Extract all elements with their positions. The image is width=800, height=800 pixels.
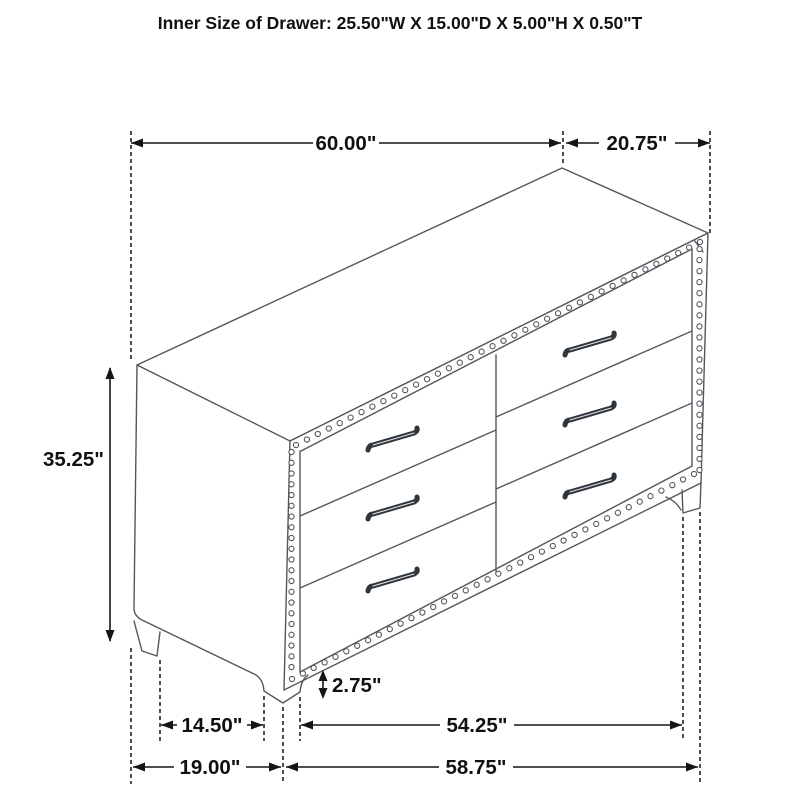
dimension-front-width-between-legs xyxy=(301,714,682,737)
nailhead-icon xyxy=(409,616,414,621)
nailhead-icon xyxy=(643,267,648,272)
nailhead-icon xyxy=(626,505,631,510)
nailhead-icon xyxy=(539,549,544,554)
nailhead-icon xyxy=(670,483,675,488)
nailhead-icon xyxy=(637,499,642,504)
nailhead-icon xyxy=(289,589,294,594)
nailhead-icon xyxy=(665,256,670,261)
nailhead-icon xyxy=(697,379,702,384)
nailhead-icon xyxy=(501,338,506,343)
nailhead-icon xyxy=(420,610,425,615)
nailhead-icon xyxy=(687,245,692,250)
nailhead-icon xyxy=(518,560,523,565)
nailhead-icon xyxy=(659,488,664,493)
dim-label-top-depth: 20.75" xyxy=(606,132,668,155)
nailhead-icon xyxy=(289,503,294,508)
dimension-overall-depth xyxy=(133,756,281,779)
nailhead-icon xyxy=(468,355,473,360)
nailhead-icon xyxy=(697,467,702,472)
dimension-top-depth xyxy=(566,132,710,155)
nailhead-icon xyxy=(577,300,582,305)
nailhead-icon xyxy=(556,311,561,316)
dim-label-top-width: 60.00" xyxy=(315,132,377,155)
dim-label-front-width-between-legs: 54.25" xyxy=(446,714,508,737)
nailhead-icon xyxy=(311,665,316,670)
nailhead-icon xyxy=(697,423,702,428)
nailhead-icon xyxy=(387,627,392,632)
nailhead-icon xyxy=(523,327,528,332)
nailhead-icon xyxy=(293,442,298,447)
nailhead-icon xyxy=(610,283,615,288)
nailhead-icon xyxy=(583,527,588,532)
nailhead-icon xyxy=(594,521,599,526)
nailhead-icon xyxy=(632,272,637,277)
nailhead-icon xyxy=(507,566,512,571)
dimension-height xyxy=(43,367,115,642)
nailhead-icon xyxy=(289,471,294,476)
nailhead-icon xyxy=(315,431,320,436)
nailhead-icon xyxy=(289,643,294,648)
nailhead-icon xyxy=(392,393,397,398)
nailhead-icon xyxy=(304,437,309,442)
dim-label-leg-height: 2.75" xyxy=(332,674,382,697)
nailhead-icon xyxy=(289,654,294,659)
nailhead-icon xyxy=(366,638,371,643)
nailhead-icon xyxy=(474,582,479,587)
nailhead-icon xyxy=(615,510,620,515)
nailhead-icon xyxy=(446,366,451,371)
nailhead-icon xyxy=(289,449,294,454)
nailhead-icon xyxy=(676,250,681,255)
nailhead-icon xyxy=(588,294,593,299)
nailhead-icon xyxy=(697,368,702,373)
nailhead-icon xyxy=(289,578,294,583)
nailhead-icon xyxy=(697,258,702,263)
nailhead-icon xyxy=(452,593,457,598)
nailhead-icon xyxy=(545,316,550,321)
nailhead-icon xyxy=(572,532,577,537)
nailhead-icon xyxy=(359,410,364,415)
nailhead-icon xyxy=(697,302,702,307)
nailhead-icon xyxy=(326,426,331,431)
nailhead-icon xyxy=(457,360,462,365)
nailhead-icon xyxy=(697,246,702,251)
nailhead-icon xyxy=(512,333,517,338)
nailhead-icon xyxy=(697,357,702,362)
nailhead-icon xyxy=(344,649,349,654)
nailhead-icon xyxy=(534,322,539,327)
nailhead-icon xyxy=(337,421,342,426)
dimension-leg-height xyxy=(319,670,382,699)
nailhead-icon xyxy=(697,313,702,318)
nailhead-icon xyxy=(289,600,294,605)
nailhead-icon xyxy=(697,269,702,274)
nailhead-icon xyxy=(697,324,702,329)
page-title: Inner Size of Drawer: 25.50"W X 15.00"D X 5.00"H X 0.50"T xyxy=(157,13,643,33)
dim-label-overall-depth: 19.00" xyxy=(179,756,241,779)
nailhead-icon xyxy=(463,588,468,593)
nailhead-icon xyxy=(485,577,490,582)
nailhead-icon xyxy=(431,604,436,609)
nailhead-icon xyxy=(697,291,702,296)
nailhead-icon xyxy=(289,482,294,487)
nailhead-icon xyxy=(605,516,610,521)
nailhead-icon xyxy=(289,611,294,616)
nailhead-icon xyxy=(654,261,659,266)
nailhead-icon xyxy=(289,557,294,562)
nailhead-icon xyxy=(599,289,604,294)
nailhead-icon xyxy=(370,404,375,409)
dim-label-leg-inset-depth: 14.50" xyxy=(181,714,243,737)
nailhead-icon xyxy=(697,280,702,285)
nailhead-icon xyxy=(403,388,408,393)
nailhead-icon xyxy=(414,382,419,387)
dim-label-front-width-overall: 58.75" xyxy=(445,756,507,779)
nailhead-icon xyxy=(681,477,686,482)
nailhead-icon xyxy=(697,346,702,351)
nailhead-icon xyxy=(300,671,305,676)
nailhead-icon xyxy=(561,538,566,543)
nailhead-icon xyxy=(348,415,353,420)
nailhead-icon xyxy=(289,514,294,519)
nailhead-icon xyxy=(289,535,294,540)
nailhead-icon xyxy=(289,621,294,626)
nailhead-icon xyxy=(621,278,626,283)
nailhead-icon xyxy=(333,654,338,659)
nailhead-icon xyxy=(398,621,403,626)
nailhead-icon xyxy=(442,599,447,604)
nailhead-icon xyxy=(289,632,294,637)
nailhead-icon xyxy=(496,571,501,576)
nailhead-icon xyxy=(424,377,429,382)
nailhead-icon xyxy=(490,344,495,349)
nailhead-icon xyxy=(697,434,702,439)
nailhead-icon xyxy=(697,239,702,244)
nailhead-icon xyxy=(355,643,360,648)
dim-label-height: 35.25" xyxy=(42,448,104,471)
nailhead-icon xyxy=(479,349,484,354)
nailhead-icon xyxy=(289,664,294,669)
nailhead-icon xyxy=(697,412,702,417)
dimension-top-width xyxy=(131,132,561,155)
dresser-drawing xyxy=(134,168,708,703)
nailhead-icon xyxy=(648,494,653,499)
nailhead-icon xyxy=(697,456,702,461)
nailhead-icon xyxy=(691,471,696,476)
nailhead-icon xyxy=(289,492,294,497)
nailhead-icon xyxy=(697,445,702,450)
dimension-leg-inset-depth xyxy=(161,714,263,737)
nailhead-icon xyxy=(289,676,294,681)
nailhead-icon xyxy=(289,460,294,465)
nailhead-icon xyxy=(566,305,571,310)
nailhead-icon xyxy=(289,525,294,530)
nailhead-icon xyxy=(322,660,327,665)
nailhead-icon xyxy=(376,632,381,637)
nailhead-icon xyxy=(289,568,294,573)
nailhead-icon xyxy=(528,555,533,560)
nailhead-icon xyxy=(435,371,440,376)
nailhead-icon xyxy=(697,401,702,406)
nailhead-icon xyxy=(289,546,294,551)
nailhead-icon xyxy=(381,399,386,404)
nailhead-icon xyxy=(697,390,702,395)
dimension-front-width-overall xyxy=(286,756,698,779)
nailhead-icon xyxy=(697,335,702,340)
nailhead-icon xyxy=(550,543,555,548)
